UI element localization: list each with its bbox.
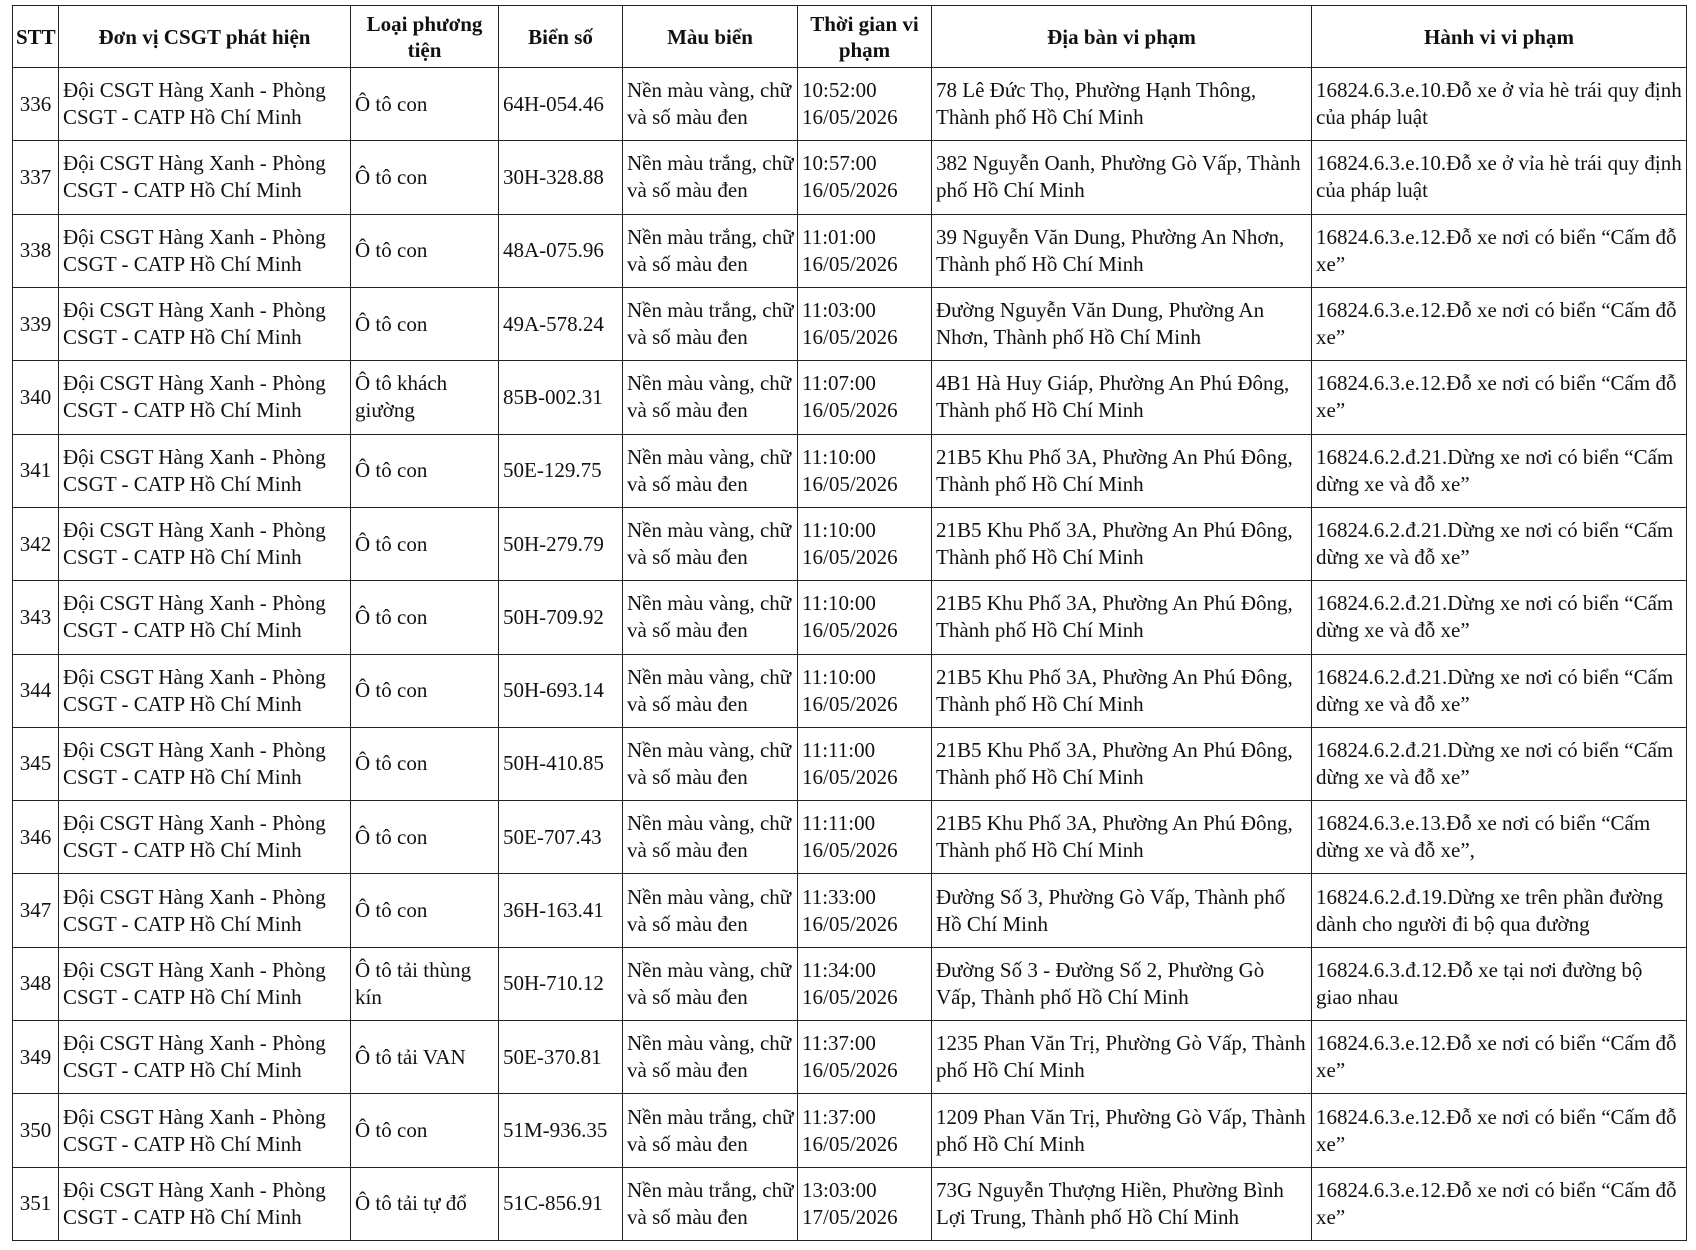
cell-plate: 36H-163.41 (499, 874, 623, 947)
cell-plate-color: Nền màu trắng, chữ và số màu đen (623, 1094, 798, 1167)
cell-vehicle: Ô tô con (351, 801, 499, 874)
cell-plate-color: Nền màu vàng, chữ và số màu đen (623, 1021, 798, 1094)
cell-plate: 50H-710.12 (499, 947, 623, 1020)
cell-time: 11:34:00 16/05/2026 (798, 947, 932, 1020)
cell-violation: 16824.6.3.e.12.Đỗ xe nơi có biển “Cấm đỗ xe” (1312, 361, 1687, 434)
cell-plate-color: Nền màu vàng, chữ và số màu đen (623, 947, 798, 1020)
table-row (13, 141, 1687, 214)
cell-violation: 16824.6.3.e.12.Đỗ xe nơi có biển “Cấm đỗ xe” (1312, 214, 1687, 287)
cell-location: 21B5 Khu Phố 3A, Phường An Phú Đông, Thành phố Hồ Chí Minh (932, 727, 1312, 800)
cell-stt: 336 (13, 68, 59, 141)
cell-location: 21B5 Khu Phố 3A, Phường An Phú Đông, Thành phố Hồ Chí Minh (932, 507, 1312, 580)
cell-stt: 345 (13, 727, 59, 800)
table-row (13, 361, 1687, 434)
cell-time: 11:10:00 16/05/2026 (798, 434, 932, 507)
cell-violation: 16824.6.2.đ.19.Dừng xe trên phần đường dành cho người đi bộ qua đường (1312, 874, 1687, 947)
cell-time: 11:10:00 16/05/2026 (798, 654, 932, 727)
cell-location: 1235 Phan Văn Trị, Phường Gò Vấp, Thành phố Hồ Chí Minh (932, 1021, 1312, 1094)
cell-violation: 16824.6.2.đ.21.Dừng xe nơi có biển “Cấm dừng xe và đỗ xe” (1312, 654, 1687, 727)
table-row (13, 727, 1687, 800)
cell-unit: Đội CSGT Hàng Xanh - Phòng CSGT - CATP Hồ Chí Minh (59, 947, 351, 1020)
cell-plate: 51M-936.35 (499, 1094, 623, 1167)
cell-vehicle: Ô tô con (351, 434, 499, 507)
cell-violation: 16824.6.3.e.10.Đỗ xe ở vỉa hè trái quy định của pháp luật (1312, 68, 1687, 141)
cell-plate-color: Nền màu vàng, chữ và số màu đen (623, 434, 798, 507)
cell-vehicle: Ô tô con (351, 507, 499, 580)
cell-stt: 350 (13, 1094, 59, 1167)
cell-violation: 16824.6.3.e.13.Đỗ xe nơi có biển “Cấm dừng xe và đỗ xe”, (1312, 801, 1687, 874)
cell-time: 10:57:00 16/05/2026 (798, 141, 932, 214)
cell-plate-color: Nền màu vàng, chữ và số màu đen (623, 361, 798, 434)
cell-unit: Đội CSGT Hàng Xanh - Phòng CSGT - CATP Hồ Chí Minh (59, 1167, 351, 1240)
cell-stt: 346 (13, 801, 59, 874)
cell-location: 21B5 Khu Phố 3A, Phường An Phú Đông, Thành phố Hồ Chí Minh (932, 581, 1312, 654)
cell-time: 11:07:00 16/05/2026 (798, 361, 932, 434)
header-stt: STT (13, 6, 59, 68)
cell-vehicle: Ô tô con (351, 1094, 499, 1167)
cell-stt: 337 (13, 141, 59, 214)
cell-plate-color: Nền màu vàng, chữ và số màu đen (623, 654, 798, 727)
cell-stt: 344 (13, 654, 59, 727)
cell-time: 10:52:00 16/05/2026 (798, 68, 932, 141)
cell-violation: 16824.6.3.e.12.Đỗ xe nơi có biển “Cấm đỗ xe” (1312, 287, 1687, 360)
cell-plate: 50H-279.79 (499, 507, 623, 580)
table-row (13, 1167, 1687, 1240)
cell-unit: Đội CSGT Hàng Xanh - Phòng CSGT - CATP Hồ Chí Minh (59, 581, 351, 654)
cell-plate-color: Nền màu vàng, chữ và số màu đen (623, 507, 798, 580)
cell-time: 11:37:00 16/05/2026 (798, 1094, 932, 1167)
cell-vehicle: Ô tô con (351, 214, 499, 287)
table-row (13, 287, 1687, 360)
cell-vehicle: Ô tô tải tự đổ (351, 1167, 499, 1240)
cell-unit: Đội CSGT Hàng Xanh - Phòng CSGT - CATP Hồ Chí Minh (59, 1094, 351, 1167)
cell-plate: 48A-075.96 (499, 214, 623, 287)
cell-unit: Đội CSGT Hàng Xanh - Phòng CSGT - CATP Hồ Chí Minh (59, 801, 351, 874)
cell-vehicle: Ô tô con (351, 141, 499, 214)
cell-plate-color: Nền màu trắng, chữ và số màu đen (623, 1167, 798, 1240)
cell-time: 13:03:00 17/05/2026 (798, 1167, 932, 1240)
cell-violation: 16824.6.3.đ.12.Đỗ xe tại nơi đường bộ giao nhau (1312, 947, 1687, 1020)
cell-plate-color: Nền màu vàng, chữ và số màu đen (623, 874, 798, 947)
cell-location: 382 Nguyễn Oanh, Phường Gò Vấp, Thành phố Hồ Chí Minh (932, 141, 1312, 214)
cell-plate-color: Nền màu vàng, chữ và số màu đen (623, 727, 798, 800)
cell-location: 21B5 Khu Phố 3A, Phường An Phú Đông, Thành phố Hồ Chí Minh (932, 801, 1312, 874)
cell-vehicle: Ô tô con (351, 287, 499, 360)
cell-time: 11:11:00 16/05/2026 (798, 727, 932, 800)
cell-plate: 30H-328.88 (499, 141, 623, 214)
cell-plate-color: Nền màu trắng, chữ và số màu đen (623, 287, 798, 360)
cell-location: 1209 Phan Văn Trị, Phường Gò Vấp, Thành phố Hồ Chí Minh (932, 1094, 1312, 1167)
cell-violation: 16824.6.3.e.12.Đỗ xe nơi có biển “Cấm đỗ xe” (1312, 1094, 1687, 1167)
cell-stt: 338 (13, 214, 59, 287)
table-row (13, 1094, 1687, 1167)
table-row (13, 214, 1687, 287)
header-row (13, 6, 1687, 68)
cell-violation: 16824.6.3.e.10.Đỗ xe ở vỉa hè trái quy định của pháp luật (1312, 141, 1687, 214)
cell-stt: 349 (13, 1021, 59, 1094)
violations-table (12, 5, 1687, 1241)
table-row (13, 434, 1687, 507)
cell-unit: Đội CSGT Hàng Xanh - Phòng CSGT - CATP Hồ Chí Minh (59, 727, 351, 800)
cell-time: 11:10:00 16/05/2026 (798, 581, 932, 654)
cell-vehicle: Ô tô tải thùng kín (351, 947, 499, 1020)
cell-vehicle: Ô tô con (351, 654, 499, 727)
table-row (13, 1021, 1687, 1094)
cell-stt: 347 (13, 874, 59, 947)
cell-location: Đường Số 3 - Đường Số 2, Phường Gò Vấp, Thành phố Hồ Chí Minh (932, 947, 1312, 1020)
cell-plate: 51C-856.91 (499, 1167, 623, 1240)
cell-unit: Đội CSGT Hàng Xanh - Phòng CSGT - CATP Hồ Chí Minh (59, 507, 351, 580)
table-row (13, 581, 1687, 654)
cell-vehicle: Ô tô con (351, 68, 499, 141)
cell-location: Đường Nguyễn Văn Dung, Phường An Nhơn, Thành phố Hồ Chí Minh (932, 287, 1312, 360)
cell-time: 11:10:00 16/05/2026 (798, 507, 932, 580)
cell-unit: Đội CSGT Hàng Xanh - Phòng CSGT - CATP Hồ Chí Minh (59, 214, 351, 287)
cell-unit: Đội CSGT Hàng Xanh - Phòng CSGT - CATP Hồ Chí Minh (59, 68, 351, 141)
table-row (13, 801, 1687, 874)
cell-location: Đường Số 3, Phường Gò Vấp, Thành phố Hồ Chí Minh (932, 874, 1312, 947)
header-location: Địa bàn vi phạm (932, 6, 1312, 68)
cell-location: 4B1 Hà Huy Giáp, Phường An Phú Đông, Thành phố Hồ Chí Minh (932, 361, 1312, 434)
cell-plate: 50H-410.85 (499, 727, 623, 800)
header-unit: Đơn vị CSGT phát hiện (59, 6, 351, 68)
cell-plate: 50H-709.92 (499, 581, 623, 654)
cell-vehicle: Ô tô con (351, 581, 499, 654)
cell-violation: 16824.6.3.e.12.Đỗ xe nơi có biển “Cấm đỗ xe” (1312, 1021, 1687, 1094)
cell-stt: 351 (13, 1167, 59, 1240)
header-plate-color: Màu biển (623, 6, 798, 68)
cell-unit: Đội CSGT Hàng Xanh - Phòng CSGT - CATP Hồ Chí Minh (59, 434, 351, 507)
cell-location: 78 Lê Đức Thọ, Phường Hạnh Thông, Thành phố Hồ Chí Minh (932, 68, 1312, 141)
cell-stt: 341 (13, 434, 59, 507)
cell-time: 11:33:00 16/05/2026 (798, 874, 932, 947)
cell-plate-color: Nền màu vàng, chữ và số màu đen (623, 68, 798, 141)
cell-plate: 49A-578.24 (499, 287, 623, 360)
cell-unit: Đội CSGT Hàng Xanh - Phòng CSGT - CATP Hồ Chí Minh (59, 654, 351, 727)
table-body (13, 68, 1687, 1241)
cell-violation: 16824.6.2.đ.21.Dừng xe nơi có biển “Cấm dừng xe và đỗ xe” (1312, 727, 1687, 800)
table-row (13, 68, 1687, 141)
cell-violation: 16824.6.2.đ.21.Dừng xe nơi có biển “Cấm dừng xe và đỗ xe” (1312, 507, 1687, 580)
cell-plate: 85B-002.31 (499, 361, 623, 434)
header-time: Thời gian vi phạm (798, 6, 932, 68)
cell-plate-color: Nền màu vàng, chữ và số màu đen (623, 581, 798, 654)
cell-stt: 348 (13, 947, 59, 1020)
table-row (13, 947, 1687, 1020)
cell-plate: 64H-054.46 (499, 68, 623, 141)
cell-stt: 340 (13, 361, 59, 434)
cell-violation: 16824.6.3.e.12.Đỗ xe nơi có biển “Cấm đỗ xe” (1312, 1167, 1687, 1240)
cell-location: 73G Nguyễn Thượng Hiền, Phường Bình Lợi Trung, Thành phố Hồ Chí Minh (932, 1167, 1312, 1240)
cell-unit: Đội CSGT Hàng Xanh - Phòng CSGT - CATP Hồ Chí Minh (59, 287, 351, 360)
cell-unit: Đội CSGT Hàng Xanh - Phòng CSGT - CATP Hồ Chí Minh (59, 874, 351, 947)
cell-unit: Đội CSGT Hàng Xanh - Phòng CSGT - CATP Hồ Chí Minh (59, 141, 351, 214)
cell-vehicle: Ô tô tải VAN (351, 1021, 499, 1094)
cell-plate: 50E-707.43 (499, 801, 623, 874)
table-row (13, 654, 1687, 727)
cell-time: 11:01:00 16/05/2026 (798, 214, 932, 287)
cell-plate: 50H-693.14 (499, 654, 623, 727)
cell-vehicle: Ô tô con (351, 727, 499, 800)
cell-unit: Đội CSGT Hàng Xanh - Phòng CSGT - CATP Hồ Chí Minh (59, 361, 351, 434)
header-vehicle: Loại phương tiện (351, 6, 499, 68)
cell-plate-color: Nền màu vàng, chữ và số màu đen (623, 801, 798, 874)
table-row (13, 874, 1687, 947)
cell-vehicle: Ô tô khách giường (351, 361, 499, 434)
table-row (13, 507, 1687, 580)
cell-location: 21B5 Khu Phố 3A, Phường An Phú Đông, Thành phố Hồ Chí Minh (932, 654, 1312, 727)
cell-violation: 16824.6.2.đ.21.Dừng xe nơi có biển “Cấm dừng xe và đỗ xe” (1312, 434, 1687, 507)
cell-time: 11:03:00 16/05/2026 (798, 287, 932, 360)
cell-time: 11:11:00 16/05/2026 (798, 801, 932, 874)
cell-time: 11:37:00 16/05/2026 (798, 1021, 932, 1094)
cell-violation: 16824.6.2.đ.21.Dừng xe nơi có biển “Cấm dừng xe và đỗ xe” (1312, 581, 1687, 654)
cell-plate: 50E-129.75 (499, 434, 623, 507)
cell-plate-color: Nền màu trắng, chữ và số màu đen (623, 141, 798, 214)
cell-location: 21B5 Khu Phố 3A, Phường An Phú Đông, Thành phố Hồ Chí Minh (932, 434, 1312, 507)
cell-plate-color: Nền màu trắng, chữ và số màu đen (623, 214, 798, 287)
cell-stt: 342 (13, 507, 59, 580)
cell-location: 39 Nguyễn Văn Dung, Phường An Nhơn, Thành phố Hồ Chí Minh (932, 214, 1312, 287)
cell-stt: 339 (13, 287, 59, 360)
header-plate: Biển số (499, 6, 623, 68)
cell-plate: 50E-370.81 (499, 1021, 623, 1094)
header-violation: Hành vi vi phạm (1312, 6, 1687, 68)
cell-unit: Đội CSGT Hàng Xanh - Phòng CSGT - CATP Hồ Chí Minh (59, 1021, 351, 1094)
cell-vehicle: Ô tô con (351, 874, 499, 947)
cell-stt: 343 (13, 581, 59, 654)
